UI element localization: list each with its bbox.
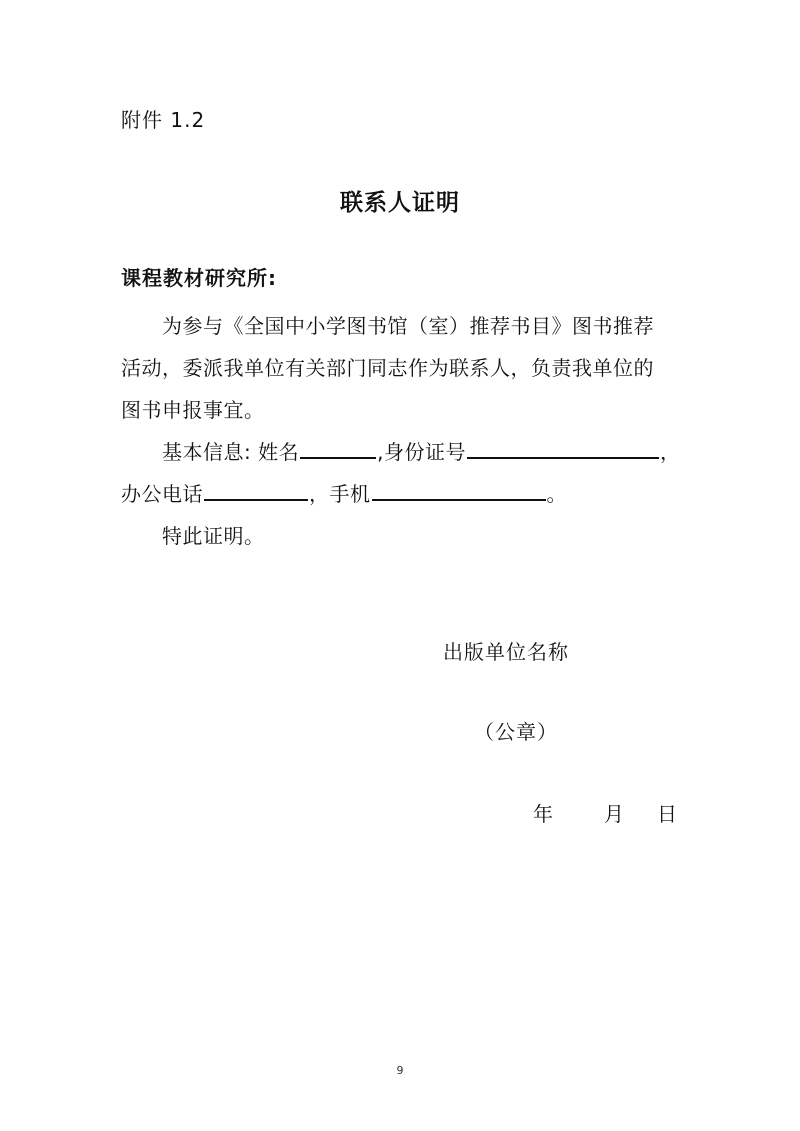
publisher-name: 出版单位名称: [443, 640, 569, 664]
phone-line: [121, 478, 567, 507]
id-number-blank[interactable]: [467, 439, 659, 459]
basic-info-line: [162, 436, 680, 465]
body-line-3: 图书申报事宜。: [121, 398, 265, 422]
body-line-1: 为参与《全国中小学图书馆（室）推荐书目》图书推荐: [162, 314, 654, 338]
period: 。: [546, 482, 567, 506]
closing-line: 特此证明。: [162, 524, 265, 548]
date-day: 日: [657, 802, 678, 826]
id-number-label: ,身份证号: [377, 440, 466, 464]
page-number: 9: [396, 1064, 404, 1077]
name-blank[interactable]: [300, 439, 376, 459]
office-phone-label: 办公电话: [121, 482, 203, 506]
mobile-label: ，手机: [309, 482, 371, 506]
mobile-blank[interactable]: [372, 481, 546, 501]
page-title: 联系人证明: [340, 189, 460, 216]
salutation: 课程教材研究所:: [121, 266, 277, 290]
body-line-2: 活动，委派我单位有关部门同志作为联系人，负责我单位的: [121, 356, 654, 380]
attachment-label: 附件 1.2: [121, 108, 206, 132]
name-label: 基本信息: 姓名: [162, 440, 300, 464]
comma: ，: [659, 440, 681, 464]
official-seal: （公章）: [474, 720, 558, 744]
date-year: 年: [533, 802, 554, 826]
date-month: 月: [604, 802, 625, 826]
office-phone-blank[interactable]: [204, 481, 308, 501]
